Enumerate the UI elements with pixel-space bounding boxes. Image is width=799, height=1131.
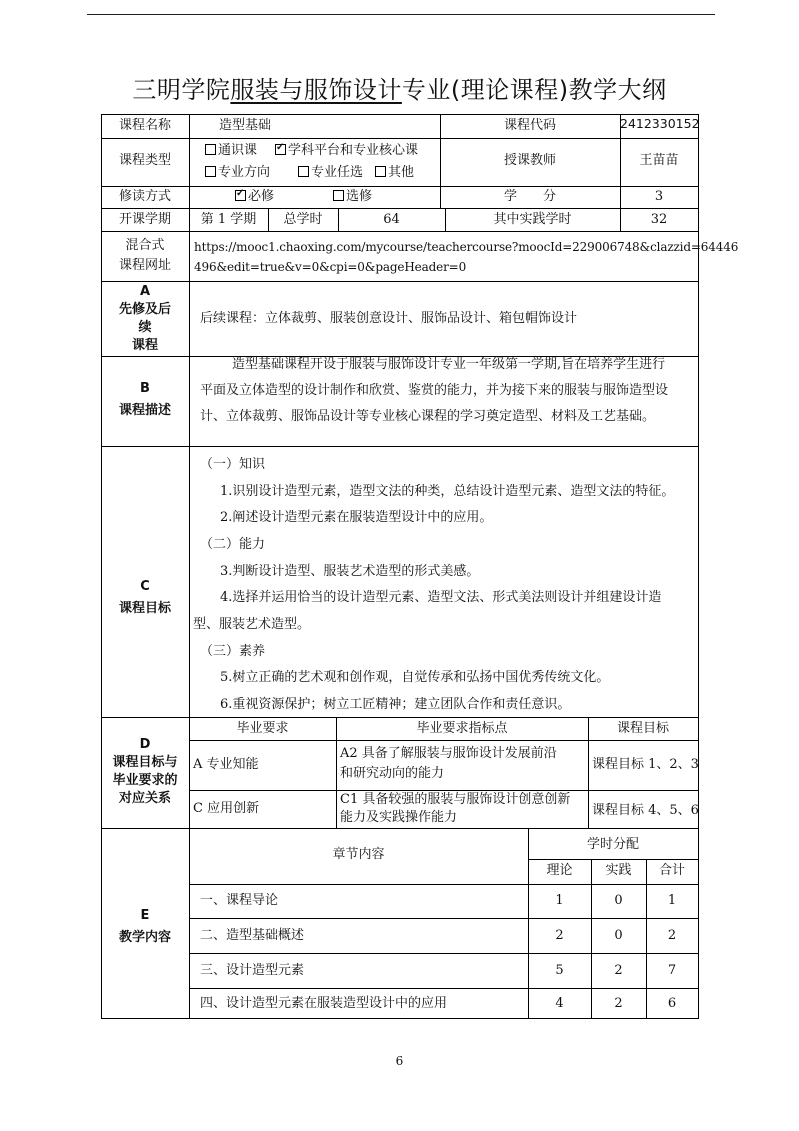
practice-hours-label: 其中实践学时 [493, 212, 572, 227]
course-goal-cell: 课程目标 1、2、3 [592, 757, 699, 772]
title-major: 服装与服饰设计 [230, 76, 402, 104]
option-label: 其他 [388, 165, 415, 180]
section-label-line: 课程目标 [118, 601, 171, 616]
checkbox-icon[interactable] [205, 166, 216, 177]
description-line: 平面及立体造型的设计制作和欣赏、鉴赏的能力，并为接下来的服装与服饰造型设 [200, 383, 669, 398]
section-e-label [101, 905, 189, 949]
grad-req-header: 毕业要求 [236, 721, 289, 736]
row-divider [101, 281, 699, 282]
objective-line: 3.判断设计造型、服装艺术造型的形式美感。 [220, 564, 480, 579]
course-url-link[interactable] [194, 237, 738, 277]
course-code-label: 课程代码 [503, 118, 556, 133]
course-name: 造型基础 [219, 118, 272, 133]
objective-line: 1.识别设计造型元素，造型文法的种类，总结设计造型元素、造型文法的特征。 [220, 484, 675, 499]
semester-label: 开课学期 [118, 212, 171, 227]
grad-point-cell [340, 791, 570, 827]
section-c-label [101, 576, 189, 620]
total-cell: 2 [667, 928, 677, 943]
practice-cell: 2 [614, 996, 623, 1011]
row-divider [189, 953, 699, 954]
total-cell: 7 [667, 963, 677, 978]
grad-point-cell [340, 744, 557, 784]
row-divider [189, 884, 699, 885]
checkbox-icon[interactable] [375, 166, 386, 177]
col-divider [189, 114, 190, 1018]
section-a-label [101, 283, 189, 355]
course-type-label: 课程类型 [118, 153, 171, 168]
option-label: 通识课 [218, 143, 258, 158]
header-rule [87, 14, 715, 15]
total-cell: 6 [667, 996, 677, 1011]
total-hours: 64 [383, 212, 400, 227]
course-type-option[interactable] [375, 164, 414, 182]
section-label-line: 续 [138, 320, 152, 335]
theory-cell: 5 [555, 963, 564, 978]
objective-line: 4.选择并运用恰当的设计造型元素、造型文法、形式美法则设计并组建设计造 [220, 590, 662, 605]
url-label-line: 混合式 [125, 238, 165, 253]
point-line: C1 具备较强的服装与服饰设计创意创新 [340, 792, 571, 807]
practice-cell: 0 [614, 928, 623, 943]
course-type-option[interactable] [205, 142, 257, 160]
objective-heading: （二）能力 [200, 537, 266, 552]
course-goal-cell: 课程目标 4、5、6 [592, 803, 699, 818]
chapter-cell: 一、课程导论 [200, 893, 279, 908]
course-name-label: 课程名称 [118, 118, 171, 133]
section-label-line: 课程目标与 [112, 755, 178, 770]
point-line: 能力及实践操作能力 [340, 810, 458, 825]
checkbox-icon[interactable] [205, 144, 216, 155]
theory-cell: 2 [555, 928, 564, 943]
title-prefix: 三明学院 [132, 76, 231, 104]
objective-line: 6.重视资源保护；树立工匠精神；建立团队合作和责任意识。 [220, 697, 571, 712]
total-hours-label: 总学时 [283, 212, 323, 227]
url-label-line: 课程网址 [118, 258, 171, 273]
row-divider [101, 231, 699, 232]
grad-req-cell: C 应用创新 [193, 801, 260, 816]
total-cell: 1 [667, 893, 677, 908]
grad-req-cell: A 专业知能 [193, 757, 259, 772]
checkbox-icon[interactable] [275, 144, 286, 155]
objective-line: 型、服装艺术造型。 [193, 617, 311, 632]
option-label: 学科平台和专业核心课 [288, 143, 419, 158]
url-line: 496&edit=true&v=0&cpi=0&pageHeader=0 [194, 260, 467, 274]
row-divider [101, 138, 699, 139]
table-border [101, 1018, 699, 1019]
practice-cell: 0 [614, 893, 623, 908]
practice-hours: 32 [650, 212, 668, 227]
point-line: A2 具备了解服装与服饰设计发展前沿 [340, 746, 557, 761]
row-divider [189, 740, 699, 741]
table-border [101, 114, 699, 115]
course-code: 2412330152 [620, 116, 700, 131]
section-label-line: 课程 [131, 338, 158, 353]
description-line: 造型基础课程开设于服装与服饰设计专业一年级第一学期,旨在培养学生进行 [232, 357, 666, 372]
grad-point-header: 毕业要求指标点 [416, 721, 508, 736]
mode-option[interactable] [333, 188, 372, 206]
section-b-label [101, 378, 189, 422]
objective-line: 2.阐述设计造型元素在服装造型设计中的应用。 [220, 510, 493, 525]
row-divider [189, 918, 699, 919]
row-divider [528, 859, 699, 860]
course-url-label [101, 236, 189, 276]
semester: 第 1 学期 [200, 212, 257, 227]
section-letter: B [140, 381, 150, 396]
page-title [0, 70, 799, 105]
section-label-line: 课程描述 [118, 403, 171, 418]
chapter-header: 章节内容 [332, 847, 385, 862]
row-divider [101, 446, 699, 447]
section-d-label [101, 736, 189, 808]
total-header: 合计 [658, 863, 685, 878]
theory-cell: 1 [555, 893, 564, 908]
course-goal-header: 课程目标 [616, 721, 669, 736]
section-label-line: 教学内容 [118, 930, 171, 945]
mode-label: 修读方式 [118, 189, 171, 204]
section-a-text: 后续课程：立体裁剪、服装创意设计、服饰品设计、箱包帽饰设计 [200, 311, 578, 326]
course-type-option[interactable] [205, 164, 270, 182]
hours-header: 学时分配 [586, 837, 639, 852]
description-line: 计、立体裁剪、服饰品设计等专业核心课程的学习奠定造型、材料及工艺基础。 [200, 409, 656, 424]
section-letter: C [140, 579, 150, 594]
practice-cell: 2 [614, 963, 623, 978]
row-divider [101, 208, 699, 209]
section-label-line: 毕业要求的 [112, 773, 178, 788]
credit-label: 学 分 [503, 189, 556, 204]
practice-header: 实践 [605, 863, 632, 878]
checkbox-icon[interactable] [333, 190, 344, 201]
objective-heading: （一）知识 [200, 457, 266, 472]
col-divider [528, 828, 529, 1018]
teacher: 王苗苗 [639, 153, 679, 168]
row-divider [101, 828, 699, 829]
row-divider [189, 988, 699, 989]
course-type-option[interactable] [298, 164, 363, 182]
objective-heading: （三）素养 [200, 644, 266, 659]
point-line: 和研究动向的能力 [340, 766, 445, 781]
section-letter: E [140, 908, 150, 923]
option-label: 专业方向 [218, 165, 271, 180]
section-letter: D [139, 737, 151, 752]
theory-cell: 4 [555, 996, 564, 1011]
row-divider [101, 186, 699, 187]
option-label: 必修 [248, 189, 275, 204]
url-line: https://mooc1.chaoxing.com/mycourse/teachercourse?moocId=229006748&clazzid=64446 [194, 240, 739, 254]
section-label-line: 对应关系 [118, 791, 171, 806]
chapter-cell: 二、造型基础概述 [200, 928, 305, 943]
credit: 3 [654, 189, 664, 204]
title-suffix: 专业(理论课程)教学大纲 [401, 76, 667, 104]
option-label: 选修 [346, 189, 373, 204]
chapter-cell: 四、设计造型元素在服装造型设计中的应用 [200, 996, 448, 1011]
checkbox-icon[interactable] [235, 190, 246, 201]
option-label: 专业任选 [311, 165, 364, 180]
theory-header: 理论 [546, 863, 573, 878]
section-label-line: 先修及后 [118, 302, 171, 317]
chapter-cell: 三、设计造型元素 [200, 963, 305, 978]
teacher-label: 授课教师 [503, 153, 556, 168]
objective-line: 5.树立正确的艺术观和创作观，自觉传承和弘扬中国优秀传统文化。 [220, 670, 610, 685]
section-letter: A [139, 284, 151, 299]
checkbox-icon[interactable] [298, 166, 309, 177]
row-divider [101, 717, 699, 718]
course-type-option[interactable] [275, 142, 418, 160]
mode-option[interactable] [235, 188, 274, 206]
page-number: 6 [395, 1054, 404, 1068]
